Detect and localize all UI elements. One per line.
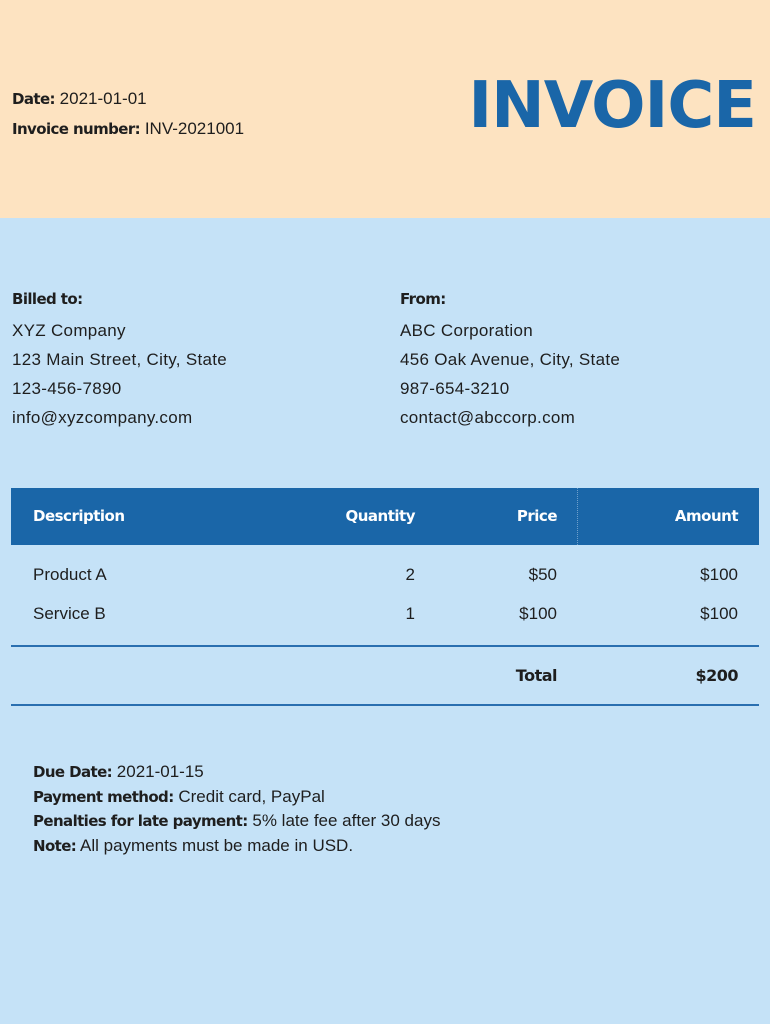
invoice-header	[0, 0, 770, 218]
penalty-label: Penalties for late payment:	[33, 812, 248, 830]
invoice-number-label: Invoice number:	[12, 120, 141, 138]
row-price: $100	[519, 604, 557, 623]
note-line	[33, 834, 440, 859]
total-label: Total	[515, 666, 557, 685]
due-date-value: 2021-01-15	[116, 762, 204, 781]
note-label: Note:	[33, 836, 77, 855]
table-row	[11, 555, 759, 594]
from-section	[400, 290, 620, 432]
total-bottom-rule	[11, 704, 759, 706]
total-value: $200	[695, 666, 738, 685]
date-label: Date:	[12, 90, 55, 108]
row-amount: $100	[700, 565, 738, 584]
note-value: All payments must be made in USD.	[80, 835, 354, 855]
column-header-amount: Amount	[674, 507, 738, 525]
payment-notes	[33, 760, 440, 858]
billed-to-section	[12, 290, 227, 432]
penalty-value: 5% late fee after 30 days	[252, 811, 441, 830]
header-divider	[577, 488, 578, 545]
from-name: ABC Corporation	[400, 321, 534, 340]
penalty-line	[33, 809, 440, 834]
billed-to-phone: 123-456-7890	[12, 379, 122, 398]
from-heading: From:	[400, 290, 446, 308]
total-row	[11, 647, 759, 704]
from-address: 456 Oak Avenue, City, State	[400, 350, 621, 369]
line-items-table	[11, 488, 759, 706]
row-price: $50	[528, 565, 557, 584]
row-amount: $100	[700, 604, 738, 623]
row-quantity: 2	[405, 565, 415, 584]
invoice-number-line	[12, 114, 244, 144]
table-header	[11, 488, 759, 545]
table-row	[11, 594, 759, 633]
row-description: Service B	[33, 604, 106, 623]
from-email: contact@abccorp.com	[400, 408, 576, 427]
column-header-price: Price	[516, 507, 557, 525]
from-phone: 987-654-3210	[400, 379, 510, 398]
billed-to-heading: Billed to:	[12, 290, 83, 308]
due-date-label: Due Date:	[33, 763, 113, 781]
row-description: Product A	[33, 565, 107, 584]
column-header-quantity: Quantity	[345, 507, 415, 525]
payment-method-line	[33, 785, 440, 810]
billed-to-name: XYZ Company	[12, 321, 126, 340]
billed-to-email: info@xyzcompany.com	[12, 408, 193, 427]
due-date-line	[33, 760, 440, 785]
payment-method-label: Payment method:	[33, 787, 174, 806]
billed-to-address: 123 Main Street, City, State	[12, 350, 228, 369]
invoice-title: INVOICE	[468, 69, 756, 143]
row-quantity: 1	[405, 604, 415, 623]
column-header-description: Description	[33, 507, 125, 525]
invoice-number-value: INV-2021001	[144, 119, 245, 138]
payment-method-value: Credit card, PayPal	[178, 786, 325, 806]
table-body	[11, 545, 759, 645]
date-value: 2021-01-01	[59, 89, 147, 108]
invoice-meta	[12, 84, 244, 144]
date-line	[12, 84, 244, 114]
